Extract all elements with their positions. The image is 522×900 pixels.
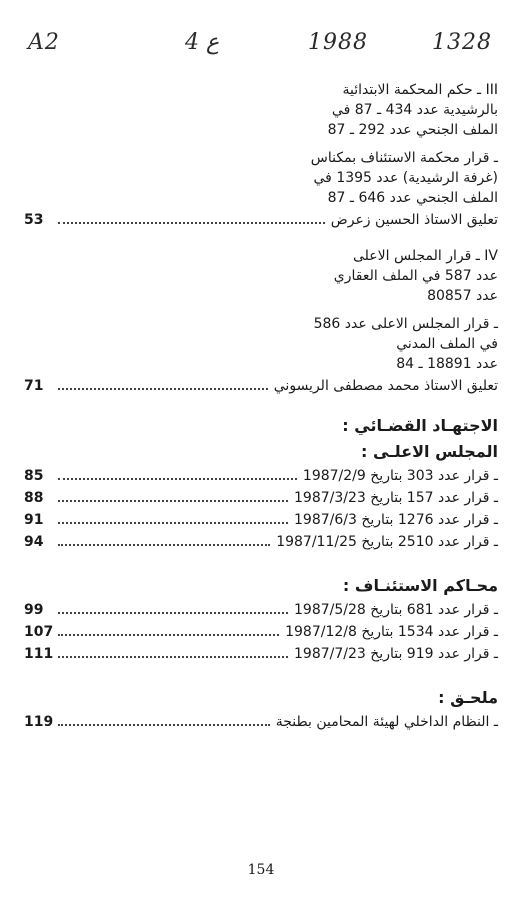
leader-dots: [58, 633, 279, 636]
text-line: ـ قرار المجلس الاعلى عدد 586: [313, 316, 498, 332]
text-line: III ـ حكم المحكمة الابتدائية: [342, 82, 498, 98]
leader-dots: [58, 611, 288, 614]
handwritten-mark-4: 1328: [432, 30, 492, 55]
toc-entry: [24, 466, 498, 488]
leader-dots: [58, 387, 268, 390]
subsection-heading: المجلس الاعلـى :: [361, 442, 498, 461]
toc-page-number: 85: [24, 468, 44, 484]
section-heading: الاجتهـاد القضـائي :: [342, 416, 498, 435]
leader-dots: [58, 499, 288, 502]
text-line: (غرفة الرشيدية) عدد 1395 في: [313, 170, 498, 186]
subsection-heading: محـاكم الاستئنـاف :: [342, 576, 498, 595]
text-line: في الملف المدني: [396, 336, 498, 352]
section-iii-block-b: [24, 148, 498, 208]
toc-entry-text: ـ قرار عدد 1534 بتاريخ 1987/12/8: [285, 624, 498, 640]
toc-entry-text: ـ قرار عدد 681 بتاريخ 1987/5/28: [294, 602, 498, 618]
toc-entry: [24, 532, 498, 554]
text-line: IV ـ قرار المجلس الاعلى: [353, 248, 498, 264]
toc-entry: [24, 488, 498, 510]
toc-page-number: 99: [24, 602, 44, 618]
text-line: الملف الجنحي عدد 292 ـ 87: [327, 122, 498, 138]
subsection-heading: ملحـق :: [438, 688, 498, 707]
leader-dots: [58, 543, 270, 546]
toc-page-number: 119: [24, 714, 54, 730]
toc-page-number: 91: [24, 512, 44, 528]
leader-dots: [58, 477, 297, 480]
toc-entry-text: ـ قرار عدد 1276 بتاريخ 1987/6/3: [294, 512, 498, 528]
toc-entry: [24, 712, 498, 734]
leader-dots: [58, 723, 270, 726]
toc-entry-text: ـ قرار عدد 2510 بتاريخ 1987/11/25: [276, 534, 498, 550]
toc-entry: [24, 510, 498, 532]
toc-entry: [24, 210, 498, 232]
text-line: عدد 80857: [427, 288, 498, 304]
toc-entry-text: ـ النظام الداخلي لهيئة المحامين بطنجة: [275, 714, 498, 730]
toc-content: [24, 80, 498, 734]
handwritten-mark-3: 1988: [308, 30, 368, 55]
text-line: بالرشيدية عدد 434 ـ 87 في: [331, 102, 498, 118]
toc-entry: [24, 376, 498, 398]
handwritten-mark-2: ع 4: [185, 30, 220, 55]
text-line: ـ قرار محكمة الاستئناف بمكناس: [310, 150, 498, 166]
toc-entry-text: تعليق الاستاذ الحسين زعرض: [330, 212, 498, 228]
page-number: 154: [247, 862, 275, 878]
toc-entry-text: ـ قرار عدد 157 بتاريخ 1987/3/23: [294, 490, 498, 506]
toc-entry-text: ـ قرار عدد 303 بتاريخ 1987/2/9: [302, 468, 498, 484]
toc-page-number: 107: [24, 624, 54, 640]
leader-dots: [58, 221, 325, 224]
text-line: عدد 587 في الملف العقاري: [333, 268, 498, 284]
leader-dots: [58, 655, 288, 658]
section-iv-block-b: [24, 314, 498, 374]
toc-entry: [24, 644, 498, 666]
section-iv-block-a: [24, 246, 498, 306]
toc-page-number: 71: [24, 378, 44, 394]
toc-entry: [24, 622, 498, 644]
toc-page-number: 53: [24, 212, 44, 228]
leader-dots: [58, 521, 288, 524]
toc-entry: [24, 600, 498, 622]
toc-entry-text: تعليق الاستاذ محمد مصطفى الريسوني: [273, 378, 498, 394]
toc-page-number: 88: [24, 490, 44, 506]
text-line: عدد 18891 ـ 84: [396, 356, 498, 372]
section-iii-block-a: [24, 80, 498, 140]
toc-page-number: 111: [24, 646, 54, 662]
text-line: الملف الجنحي عدد 646 ـ 87: [327, 190, 498, 206]
toc-page-number: 94: [24, 534, 44, 550]
handwritten-mark-1: A2: [28, 30, 60, 55]
toc-entry-text: ـ قرار عدد 919 بتاريخ 1987/7/23: [294, 646, 498, 662]
